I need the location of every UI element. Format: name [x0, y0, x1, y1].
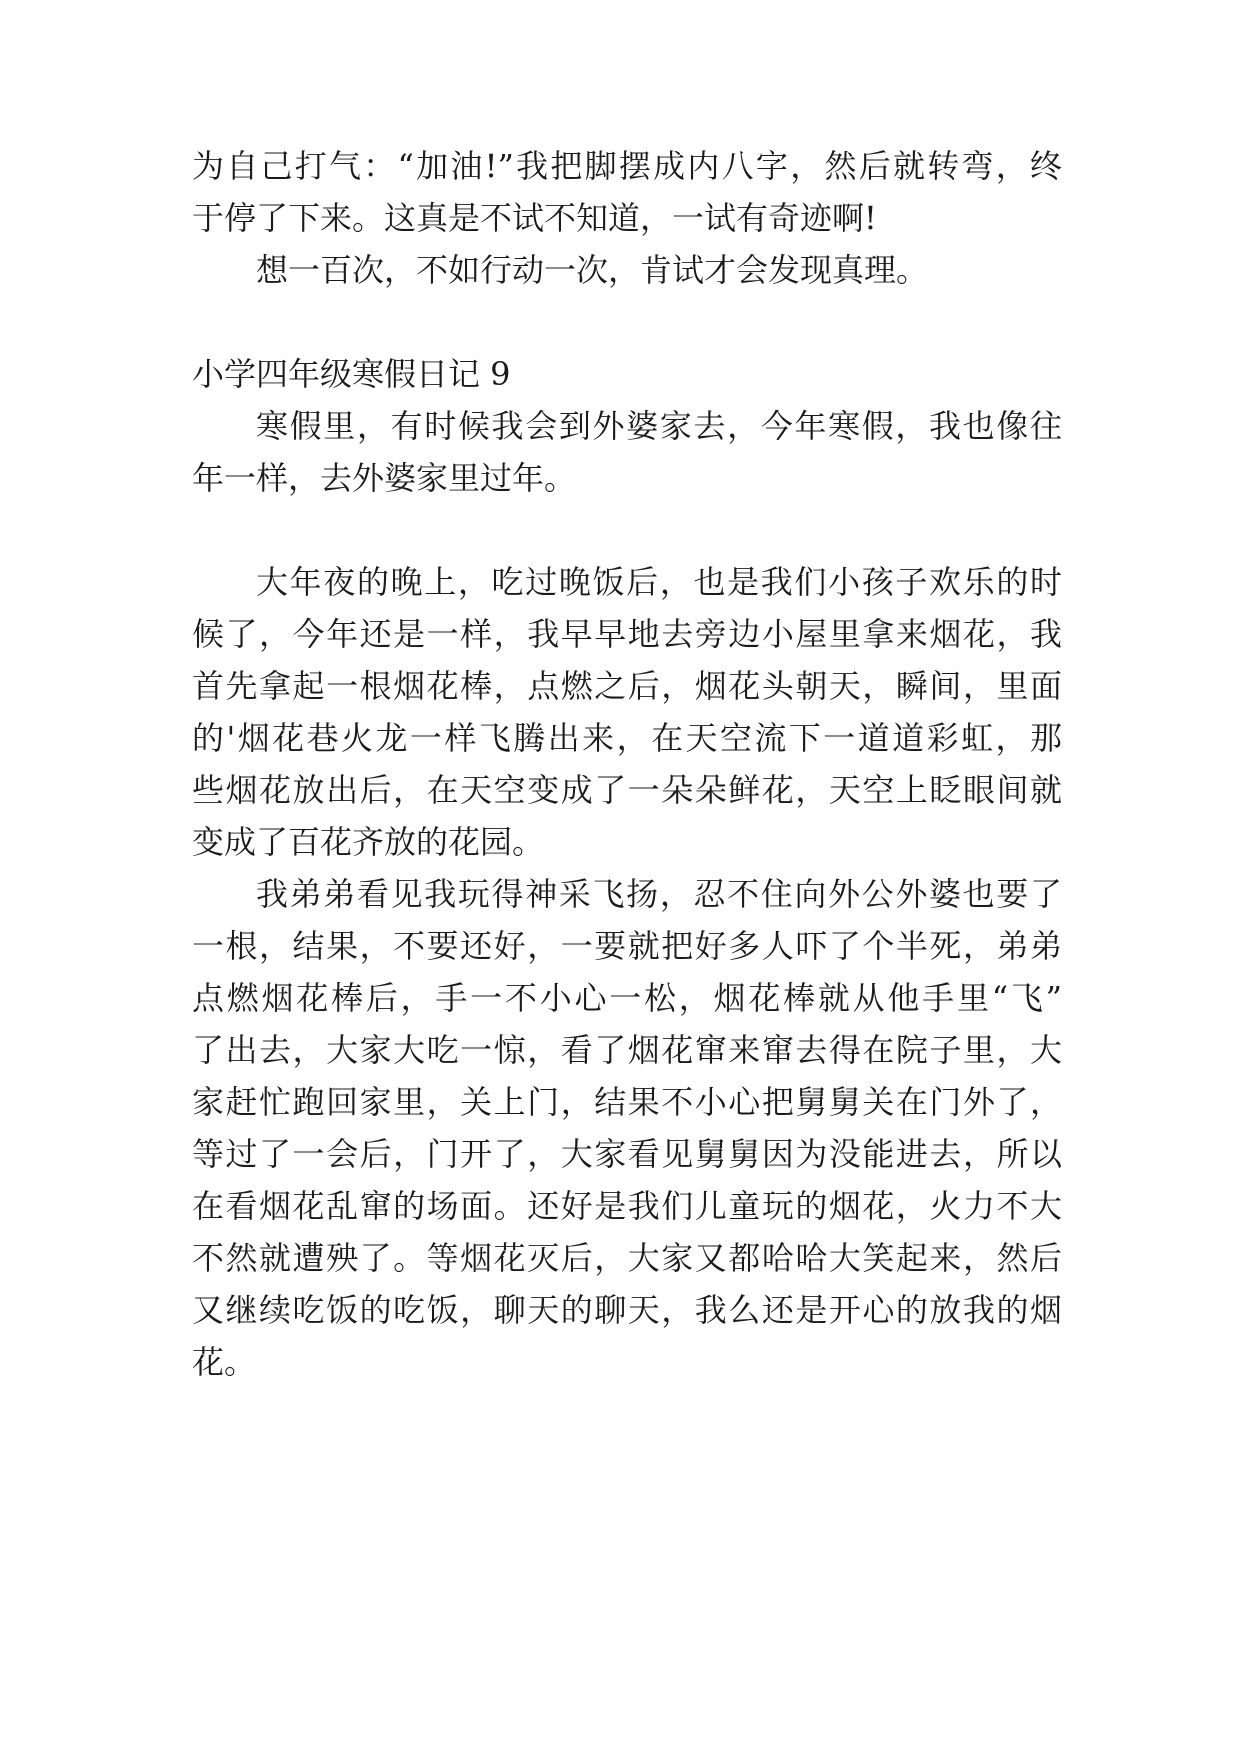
- paragraph-5-line-2: 一根，结果，不要还好，一要就把好多人吓了个半死，弟弟: [192, 927, 1062, 965]
- paragraph-1-line-2: 于停了下来。这真是不试不知道，一试有奇迹啊!: [192, 199, 877, 237]
- paragraph-4-line-3: 首先拿起一根烟花棒，点燃之后，烟花头朝天，瞬间，里面: [192, 667, 1062, 705]
- paragraph-3-line-1: 寒假里，有时候我会到外婆家去，今年寒假，我也像往: [256, 407, 1062, 445]
- paragraph-1-line-1: 为自己打气：“加油!”我把脚摆成内八字，然后就转弯，终: [192, 147, 1062, 185]
- section-heading: 小学四年级寒假日记 9: [192, 355, 511, 393]
- paragraph-4-line-6: 变成了百花齐放的花园。: [192, 823, 545, 861]
- paragraph-5-line-7: 在看烟花乱窜的场面。还好是我们儿童玩的烟花，火力不大: [192, 1187, 1062, 1225]
- paragraph-4-line-5: 些烟花放出后，在天空变成了一朵朵鲜花，天空上眨眼间就: [192, 771, 1062, 809]
- paragraph-5-line-10: 花。: [192, 1343, 257, 1381]
- paragraph-3-line-2: 年一样，去外婆家里过年。: [192, 459, 577, 497]
- paragraph-5-line-3: 点燃烟花棒后，手一不小心一松，烟花棒就从他手里“飞”: [192, 979, 1062, 1017]
- paragraph-5-line-6: 等过了一会后，门开了，大家看见舅舅因为没能进去，所以: [192, 1135, 1062, 1173]
- paragraph-5-line-4: 了出去，大家大吃一惊，看了烟花窜来窜去得在院子里，大: [192, 1031, 1062, 1069]
- paragraph-4-line-2: 候了，今年还是一样，我早早地去旁边小屋里拿来烟花，我: [192, 615, 1062, 653]
- paragraph-4-line-4: 的'烟花巷火龙一样飞腾出来，在天空流下一道道彩虹，那: [192, 719, 1062, 757]
- paragraph-5-line-5: 家赶忙跑回家里，关上门，结果不小心把舅舅关在门外了，: [192, 1083, 1062, 1121]
- paragraph-5-line-1: 我弟弟看见我玩得神采飞扬，忍不住向外公外婆也要了: [256, 875, 1062, 913]
- paragraph-5-line-9: 又继续吃饭的吃饭，聊天的聊天，我么还是开心的放我的烟: [192, 1291, 1062, 1329]
- paragraph-5-line-8: 不然就遭殃了。等烟花灭后，大家又都哈哈大笑起来，然后: [192, 1239, 1062, 1277]
- paragraph-2-line-1: 想一百次，不如行动一次，肯试才会发现真理。: [256, 251, 929, 289]
- paragraph-4-line-1: 大年夜的晚上，吃过晚饭后，也是我们小孩子欢乐的时: [256, 563, 1062, 601]
